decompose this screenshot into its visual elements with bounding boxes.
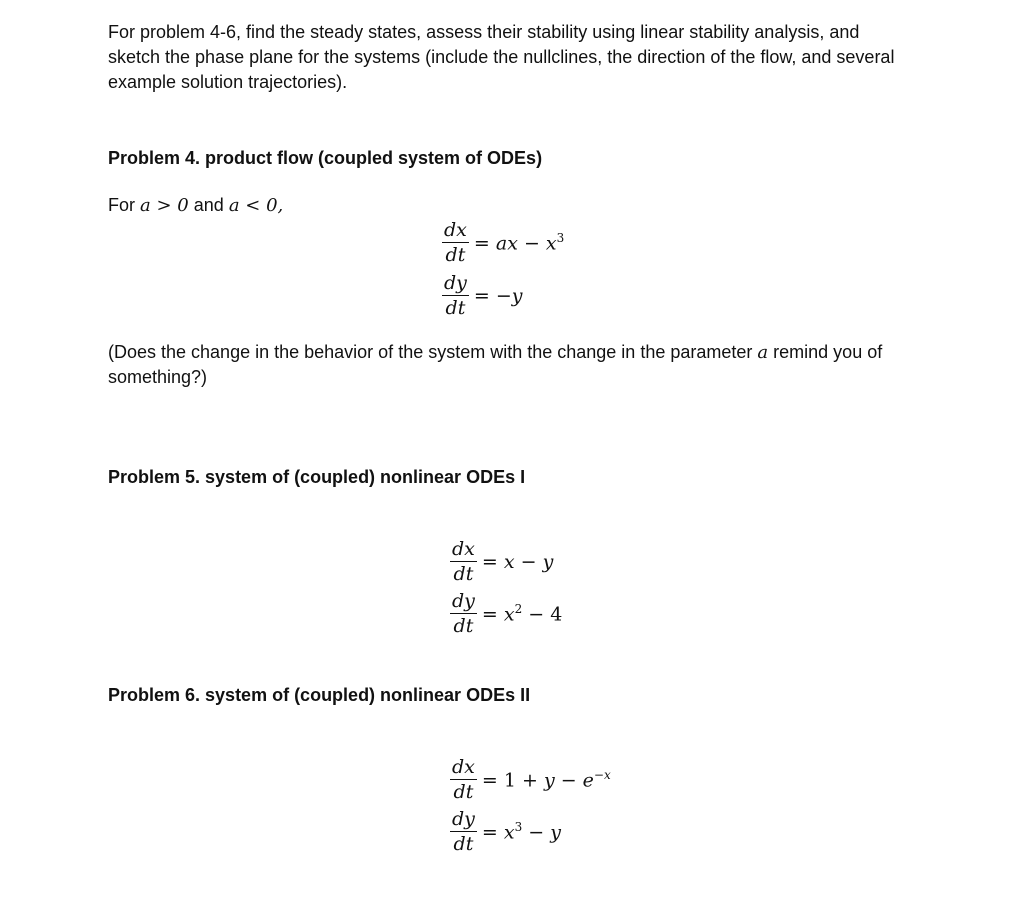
fraction-numerator: dx xyxy=(452,756,475,778)
equation-rhs: = $x^3 - y$ xyxy=(481,819,561,844)
derivative-fraction xyxy=(450,756,477,803)
fraction-denominator: dt xyxy=(453,615,474,637)
condition-a-negative: a < 0, xyxy=(228,195,284,216)
question-text-1: (Does the change in the behavior of the system with the change in the parameter xyxy=(108,342,753,362)
problem-4-question xyxy=(108,340,918,390)
problem-6-equation-dx xyxy=(450,756,611,803)
fraction-numerator: dy xyxy=(452,808,475,830)
derivative-fraction xyxy=(450,808,477,855)
equation-rhs: = ax − $x^3$ xyxy=(473,230,565,255)
fraction-numerator: dx xyxy=(452,538,475,560)
intro-paragraph: For problem 4-6, find the steady states, assess their stability using linear stability analysis, and sketch the phase plane for the systems (include the nullclines, the direction of the flow, and several example solution trajectories). xyxy=(108,22,895,92)
equation-rhs: = $1 + y - e^{-x}$ xyxy=(481,767,611,792)
problem-4-heading: Problem 4. product flow (coupled system of ODEs) xyxy=(108,148,543,168)
fraction-numerator: dx xyxy=(444,219,467,241)
fraction-numerator: dy xyxy=(444,272,467,294)
question-parameter: a xyxy=(757,342,769,363)
condition-a-positive: a > 0 xyxy=(140,195,189,216)
condition-and: and xyxy=(193,195,224,215)
fraction-denominator: dt xyxy=(453,833,474,855)
fraction-numerator: dy xyxy=(452,590,475,612)
problem-4-condition xyxy=(108,193,283,218)
fraction-denominator: dt xyxy=(445,297,466,319)
problem-4-equation-dy xyxy=(442,272,523,319)
fraction-denominator: dt xyxy=(445,244,466,266)
derivative-fraction xyxy=(442,272,469,319)
problem-4-equation-dx xyxy=(442,219,564,266)
derivative-fraction xyxy=(450,538,477,585)
problem-5-equation-dy xyxy=(450,590,562,637)
condition-prefix: For xyxy=(108,195,135,215)
problem-6-heading: Problem 6. system of (coupled) nonlinear ODEs II xyxy=(108,685,531,705)
fraction-denominator: dt xyxy=(453,781,474,803)
fraction-denominator: dt xyxy=(453,563,474,585)
question-text-2: remind you of something?) xyxy=(108,342,883,387)
equation-rhs: = −y xyxy=(473,284,523,307)
problem-5-equation-dx xyxy=(450,538,553,585)
derivative-fraction xyxy=(450,590,477,637)
equation-rhs: = x − y xyxy=(481,550,554,573)
problem-5-heading: Problem 5. system of (coupled) nonlinear ODEs I xyxy=(108,467,526,487)
equation-rhs: = $x^2 - 4$ xyxy=(481,601,563,626)
derivative-fraction xyxy=(442,219,469,266)
problem-6-equation-dy xyxy=(450,808,561,855)
